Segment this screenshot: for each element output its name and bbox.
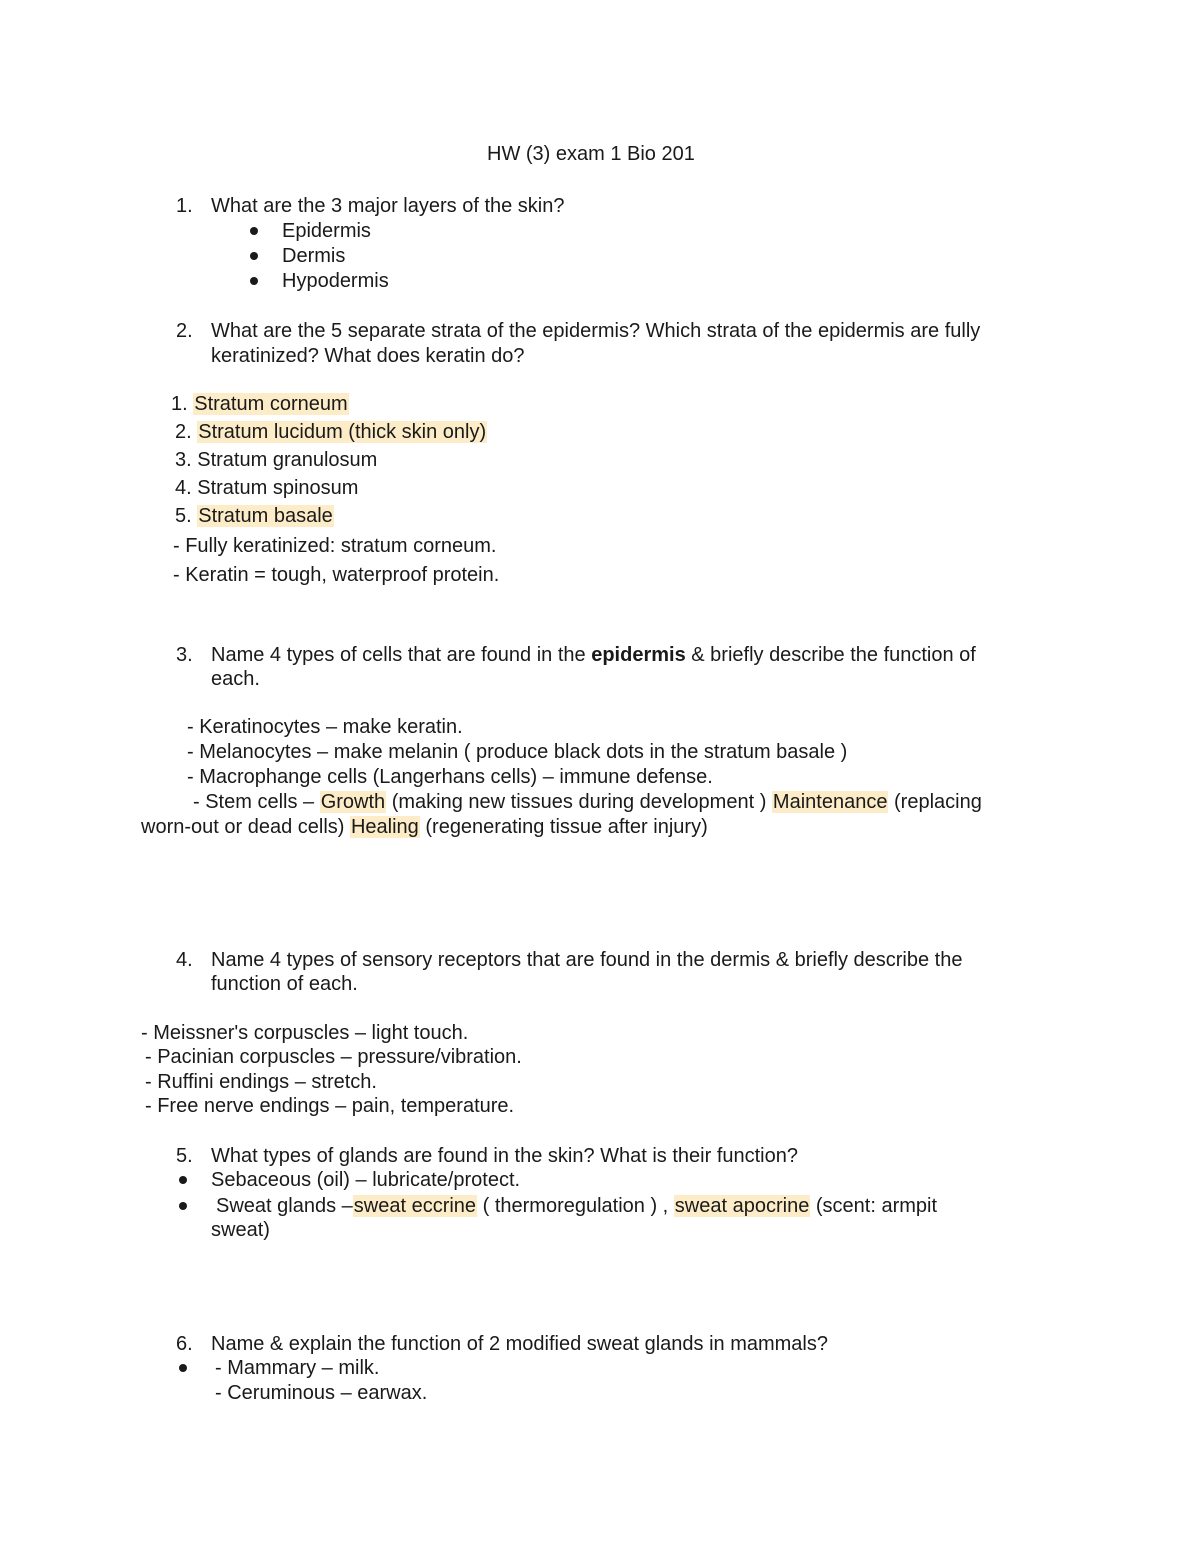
q5-text: What types of glands are found in the skin? What is their function? — [211, 1145, 798, 1167]
q1-bullet-2: Dermis — [282, 245, 346, 267]
q3-answer-macrophage: - Macrophange cells (Langerhans cells) – immune defense. — [187, 766, 713, 788]
q3-number: 3. — [176, 644, 193, 666]
q4-answer-free-nerve: - Free nerve endings – pain, temperature. — [145, 1095, 515, 1117]
strata-text: Stratum spinosum — [197, 477, 359, 499]
strata-text-highlight: Stratum lucidum (thick skin only) — [198, 421, 487, 443]
strata-item-3 — [175, 448, 377, 472]
q4-answer-ruffini: - Ruffini endings – stretch. — [145, 1071, 377, 1093]
highlight-sweat-eccrine: sweat eccrine — [353, 1195, 477, 1217]
bullet-icon — [250, 252, 258, 260]
highlight-maintenance: Maintenance — [772, 791, 888, 813]
q1-number: 1. — [176, 195, 193, 217]
q6-answer-ceruminous: - Ceruminous – earwax. — [215, 1382, 428, 1404]
bullet-icon — [250, 277, 258, 285]
q4-answer-pacinian: - Pacinian corpuscles – pressure/vibration. — [145, 1046, 522, 1068]
q3-answer-stem-cells — [193, 790, 982, 814]
strata-text-highlight: Stratum corneum — [194, 393, 348, 415]
q4-answer-meissner: - Meissner's corpuscles – light touch. — [141, 1022, 469, 1044]
q5-bullet-sweat-cont: sweat) — [211, 1219, 270, 1241]
highlight-growth: Growth — [320, 791, 386, 813]
q2-note-keratin: - Keratin = tough, waterproof protein. — [173, 564, 500, 586]
q3-stem-post: (replacing — [888, 791, 982, 813]
q2-text-line1: What are the 5 separate strata of the epidermis? Which strata of the epidermis are fully — [211, 320, 981, 342]
strata-number: 2. — [175, 421, 192, 443]
q3-answer-melanocytes: - Melanocytes – make melanin ( produce black dots in the stratum basale ) — [187, 741, 848, 763]
q6-number: 6. — [176, 1333, 193, 1355]
strata-number: 5. — [175, 505, 192, 527]
highlight-sweat-apocrine: sweat apocrine — [674, 1195, 810, 1217]
q3-stem2-pre: worn-out or dead cells) — [141, 816, 350, 838]
q3-stem2-post: (regenerating tissue after injury) — [419, 816, 708, 838]
strata-item-4 — [175, 476, 358, 500]
bullet-icon — [179, 1364, 187, 1372]
q3-stem-pre: - Stem cells – — [193, 791, 320, 813]
q1-bullet-3: Hypodermis — [282, 270, 389, 292]
q4-text-line1: Name 4 types of sensory receptors that are found in the dermis & briefly describe the — [211, 949, 963, 971]
bullet-icon — [179, 1202, 187, 1210]
strata-text-highlight: Stratum basale — [198, 505, 333, 527]
q3-text-bold: epidermis — [591, 644, 686, 666]
strata-item-5 — [175, 504, 334, 528]
q1-bullet-1: Epidermis — [282, 220, 371, 242]
q5-bullet-sebaceous: Sebaceous (oil) – lubricate/protect. — [211, 1169, 521, 1191]
page-title: HW (3) exam 1 Bio 201 — [487, 143, 695, 165]
q3-text-pre: Name 4 types of cells that are found in the — [211, 644, 592, 666]
q5-sweat-mid: ( thermoregulation ) , — [477, 1195, 674, 1217]
q2-text-line2: keratinized? What does keratin do? — [211, 345, 525, 367]
strata-number: 1. — [171, 393, 188, 415]
strata-item-1 — [171, 392, 349, 416]
strata-number: 3. — [175, 449, 192, 471]
strata-number: 4. — [175, 477, 192, 499]
q5-number: 5. — [176, 1145, 193, 1167]
q6-text: Name & explain the function of 2 modified sweat glands in mammals? — [211, 1333, 828, 1355]
q5-sweat-pre: Sweat glands – — [216, 1195, 353, 1217]
q2-number: 2. — [176, 320, 193, 342]
q3-text-line2: each. — [211, 668, 260, 690]
q4-number: 4. — [176, 949, 193, 971]
highlight-healing: Healing — [350, 816, 419, 838]
q6-answer-mammary: - Mammary – milk. — [215, 1357, 380, 1379]
q1-text: What are the 3 major layers of the skin? — [211, 195, 565, 217]
q3-text-post: & briefly describe the function of — [685, 644, 976, 666]
q3-text-line1 — [211, 643, 976, 667]
q2-note-keratinized: - Fully keratinized: stratum corneum. — [173, 535, 497, 557]
strata-item-2 — [175, 420, 487, 444]
q3-stem-mid: (making new tissues during development ) — [386, 791, 772, 813]
q4-text-line2: function of each. — [211, 973, 358, 995]
q5-sweat-post: (scent: armpit — [810, 1195, 938, 1217]
bullet-icon — [250, 227, 258, 235]
q5-bullet-sweat — [216, 1194, 937, 1218]
q3-answer-stem-cells-cont — [141, 815, 708, 839]
bullet-icon — [179, 1176, 187, 1184]
q3-answer-keratinocytes: - Keratinocytes – make keratin. — [187, 716, 463, 738]
strata-text: Stratum granulosum — [197, 449, 378, 471]
